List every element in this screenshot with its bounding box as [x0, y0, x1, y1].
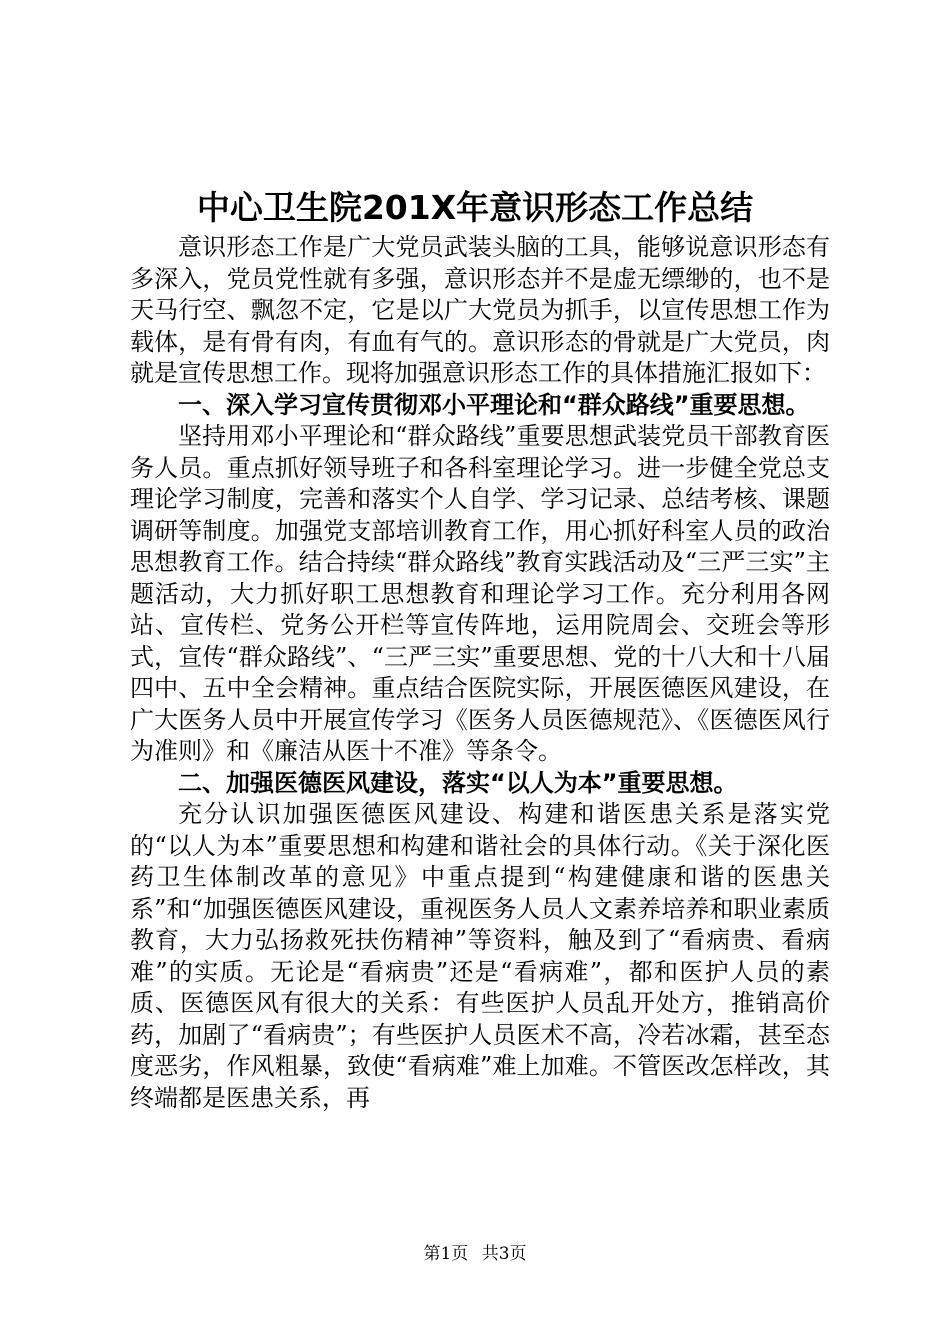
section-heading-1: 一、深入学习宣传贯彻邓小平理论和“群众路线”重要思想。: [178, 390, 810, 419]
document-body: [130, 232, 830, 1114]
section-2-paragraph: 充分认识加强医德医风建设、构建和谐医患关系是落实党的“以人为本”重要思想和构建和谐社会的具体行动。《关于深化医药卫生体制改革的意见》中重点提到“构建健康和谐的医患关系”和“加强医德医风建设，重视医务人员人文素养培养和职业素质教育，大力弘扬救死扶伤精神”等资料，触及到了“看病贵、看病难”的实质。无论是“看病贵”还是“看病难”，都和医护人员的素质、医德医风有很大的关系：有些医护人员乱开处方，推销高价药，加剧了“看病贵”；有些医护人员医术不高，冷若冰霜，甚至态度恶劣，作风粗暴，致使“看病难”难上加难。不管医改怎样改，其终端都是医患关系，再: [130, 800, 830, 1112]
page-number-total: 共3页: [481, 1244, 527, 1264]
page-footer: [0, 1243, 950, 1265]
section-heading-2: 二、加强医德医风建设，落实“以人为本”重要思想。: [178, 768, 738, 797]
section-1-paragraph: 坚持用邓小平理论和“群众路线”重要思想武装党员干部教育医务人员。重点抓好领导班子和各科室理论学习。进一步健全党总支理论学习制度，完善和落实个人自学、学习记录、总结考核、课题调研等制度。加强党支部培训教育工作，用心抓好科室人员的政治思想教育工作。结合持续“群众路线”教育实践活动及“三严三实”主题活动，大力抓好职工思想教育和理论学习工作。充分利用各网站、宣传栏、党务公开栏等宣传阵地，运用院周会、交班会等形式，宣传“群众路线”、“三严三实”重要思想、党的十八大和十八届四中、五中全会精神。重点结合医院实际，开展医德医风建设，在广大医务人员中开展宣传学习《医务人员医德规范》、《医德医风行为准则》和《廉洁从医十不准》等条令。: [130, 422, 830, 765]
intro-paragraph: 意识形态工作是广大党员武装头脑的工具，能够说意识形态有多深入，党员党性就有多强，意识形态并不是虚无缥缈的，也不是天马行空、飘忽不定，它是以广大党员为抓手，以宣传思想工作为载体，是有骨有肉，有血有气的。意识形态的骨就是广大党员，肉就是宣传思想工作。现将加强意识形态工作的具体措施汇报如下：: [130, 233, 830, 387]
document-title: 中心卫生院201X年意识形态工作总结: [196, 188, 754, 227]
page-number-current: 第1页: [423, 1244, 469, 1264]
